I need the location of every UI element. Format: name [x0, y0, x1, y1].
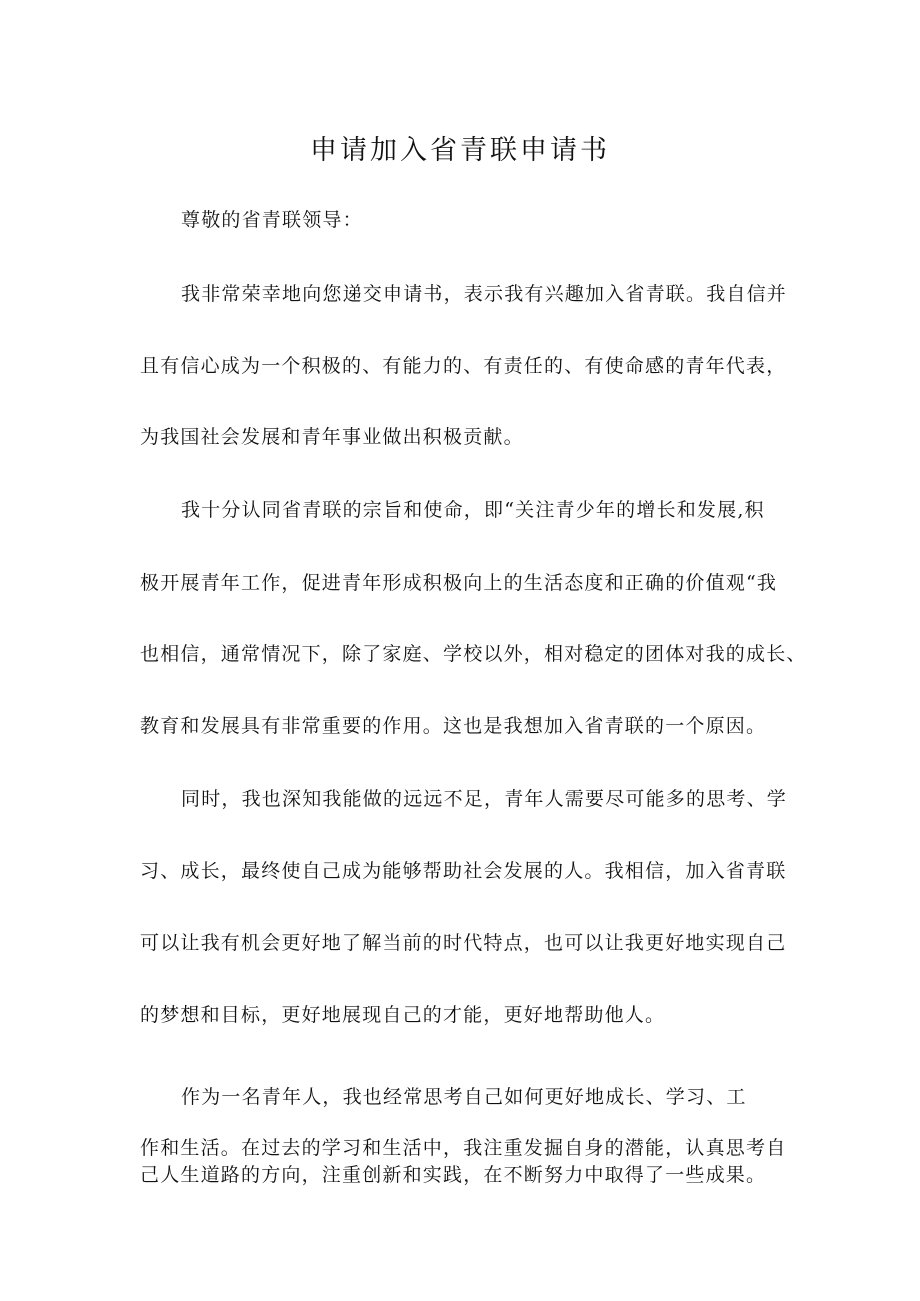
paragraph-line: 也相信，通常情况下，除了家庭、学校以外，相对稳定的团体对我的成长、 [140, 643, 807, 665]
document-title: 申请加入省青联申请书 [310, 135, 610, 166]
paragraph-line: 可以让我有机会更好地了解当前的时代特点，也可以让我更好地实现自己 [140, 932, 787, 954]
paragraph-line: 作和生活。在过去的学习和生活中，我注重发掘自身的潜能，认真思考自 [140, 1137, 787, 1159]
paragraph-line: 同时，我也深知我能做的远远不足，青年人需要尽可能多的思考、学 [181, 788, 788, 810]
paragraph-line: 且有信心成为一个积极的、有能力的、有责任的、有使命感的青年代表， [140, 355, 787, 377]
paragraph-line: 习、成长，最终使自己成为能够帮助社会发展的人。我相信，加入省青联 [140, 860, 787, 882]
paragraph-line: 的梦想和目标，更好地展现自己的才能，更好地帮助他人。 [140, 1004, 666, 1026]
salutation: 尊敬的省青联领导： [181, 209, 363, 231]
paragraph-line: 我非常荣幸地向您递交申请书，表示我有兴趣加入省青联。我自信并 [181, 283, 788, 305]
paragraph-line: 作为一名青年人，我也经常思考自己如何更好地成长、学习、工 [181, 1086, 747, 1108]
paragraph-line: 己人生道路的方向，注重创新和实践，在不断努力中取得了一些成果。 [140, 1164, 767, 1186]
paragraph-line: 我十分认同省青联的宗旨和使命，即“关注青少年的增长和发展,积 [181, 499, 765, 521]
paragraph-line: 极开展青年工作，促进青年形成积极向上的生活态度和正确的价值观“我 [140, 572, 778, 594]
paragraph-line: 教育和发展具有非常重要的作用。这也是我想加入省青联的一个原因。 [140, 715, 767, 737]
paragraph-line: 为我国社会发展和青年事业做出积极贡献。 [140, 426, 524, 448]
